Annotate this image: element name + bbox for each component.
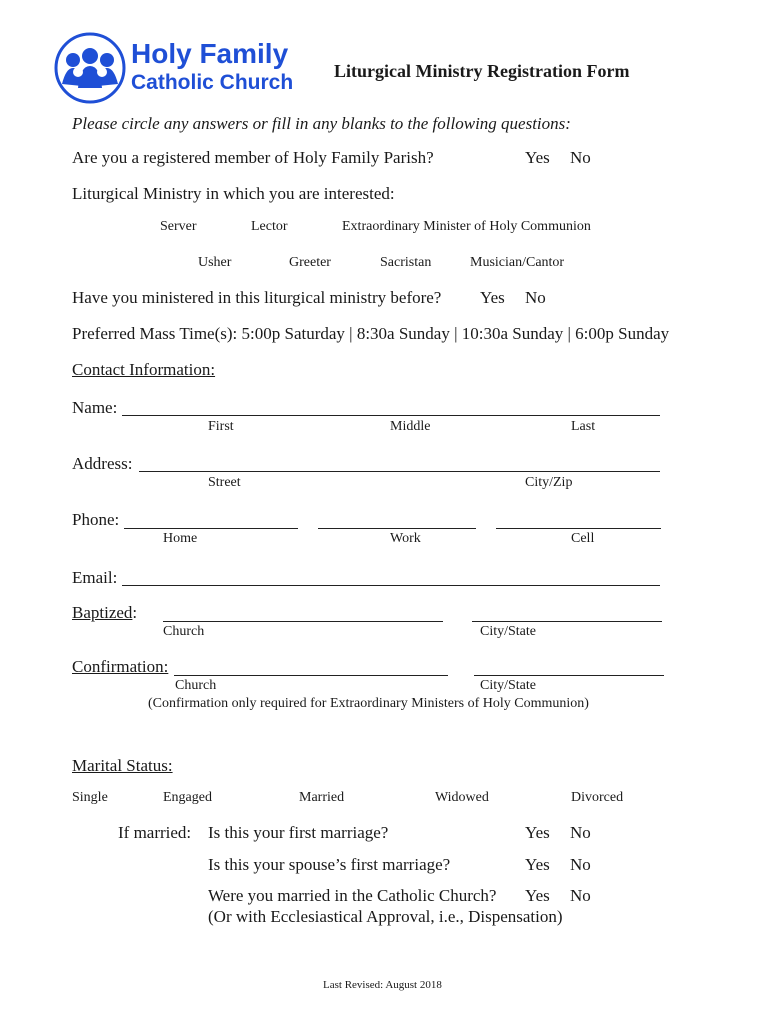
spouse-first-marriage-yes-option[interactable]: Yes <box>525 855 550 874</box>
member-question: Are you a registered member of Holy Family Parish? <box>72 148 434 167</box>
ministry-question: Liturgical Ministry in which you are interested: <box>72 184 395 203</box>
name-label: Name: <box>72 398 118 417</box>
phone-home-field[interactable] <box>124 528 298 529</box>
phone-work-field[interactable] <box>318 528 476 529</box>
first-marriage-no-option[interactable]: No <box>570 823 591 842</box>
baptized-colon: : <box>132 603 138 622</box>
dispensation-note: (Or with Ecclesiastical Approval, i.e., Dispensation) <box>208 907 563 926</box>
marital-option-single[interactable]: Single <box>72 790 108 805</box>
phone-work-caption: Work <box>390 531 421 546</box>
ministry-option-lector[interactable]: Lector <box>251 219 288 234</box>
phone-cell-caption: Cell <box>571 531 595 546</box>
spouse-first-marriage-question: Is this your spouse’s first marriage? <box>208 855 451 874</box>
name-field[interactable] <box>122 415 660 416</box>
ministry-option-usher[interactable]: Usher <box>198 255 232 270</box>
first-marriage-yes-option[interactable]: Yes <box>525 823 550 842</box>
catholic-marriage-question: Were you married in the Catholic Church? <box>208 886 497 905</box>
form-title: Liturgical Ministry Registration Form <box>334 61 630 81</box>
baptized-church-caption: Church <box>163 624 205 639</box>
ministered-question: Have you ministered in this liturgical ministry before? <box>72 288 442 307</box>
marital-option-widowed[interactable]: Widowed <box>435 790 489 805</box>
ministered-no-option[interactable]: No <box>525 288 546 307</box>
contact-heading: Contact Information: <box>72 360 216 379</box>
phone-cell-field[interactable] <box>496 528 661 529</box>
marital-option-engaged[interactable]: Engaged <box>163 790 212 805</box>
ministry-option-sacristan[interactable]: Sacristan <box>380 255 432 270</box>
member-yes-option[interactable]: Yes <box>525 148 550 167</box>
marital-option-divorced[interactable]: Divorced <box>571 790 624 805</box>
confirmation-church-field[interactable] <box>174 675 448 676</box>
name-middle-caption: Middle <box>390 419 431 434</box>
confirmation-citystate-field[interactable] <box>474 675 664 676</box>
catholic-marriage-yes-option[interactable]: Yes <box>525 886 550 905</box>
baptized-church-field[interactable] <box>163 621 443 622</box>
phone-home-caption: Home <box>163 531 198 546</box>
ministry-option-eucharistic-minister[interactable]: Extraordinary Minister of Holy Communion <box>342 219 591 234</box>
confirmation-note: (Confirmation only required for Extraordinary Ministers of Holy Communion) <box>148 696 589 711</box>
catholic-marriage-no-option[interactable]: No <box>570 886 591 905</box>
baptized-citystate-caption: City/State <box>480 624 536 639</box>
member-no-option[interactable]: No <box>570 148 591 167</box>
logo-title: Holy Family <box>131 38 289 69</box>
address-label: Address: <box>72 454 133 473</box>
marital-heading: Marital Status: <box>72 756 173 775</box>
ministered-yes-option[interactable]: Yes <box>480 288 505 307</box>
address-street-caption: Street <box>208 475 241 490</box>
first-marriage-question: Is this your first marriage? <box>208 823 389 842</box>
marital-option-married[interactable]: Married <box>299 790 345 805</box>
name-last-caption: Last <box>571 419 596 434</box>
spouse-first-marriage-no-option[interactable]: No <box>570 855 591 874</box>
confirmation-church-caption: Church <box>175 678 217 693</box>
address-field[interactable] <box>139 471 660 472</box>
name-first-caption: First <box>208 419 234 434</box>
ministry-option-greeter[interactable]: Greeter <box>289 255 331 270</box>
confirmation-label: Confirmation: <box>72 657 169 676</box>
address-cityzip-caption: City/Zip <box>525 475 573 490</box>
baptized-label-text: Baptized <box>72 603 133 622</box>
instructions: Please circle any answers or fill in any blanks to the following questions: <box>72 114 571 133</box>
baptized-citystate-field[interactable] <box>472 621 662 622</box>
baptized-label <box>72 604 137 621</box>
family-logo-icon <box>54 32 126 104</box>
confirmation-citystate-caption: City/State <box>480 678 536 693</box>
phone-label: Phone: <box>72 510 120 529</box>
last-revised-footer: Last Revised: August 2018 <box>323 979 442 991</box>
mass-time-question: Preferred Mass Time(s): 5:00p Saturday | 8:30a Sunday | 10:30a Sunday | 6:00p Sunday <box>72 324 670 343</box>
logo-subtitle: Catholic Church <box>131 71 294 94</box>
if-married-label: If married: <box>118 823 192 842</box>
ministry-option-server[interactable]: Server <box>160 219 197 234</box>
ministry-option-musician[interactable]: Musician/Cantor <box>470 255 565 270</box>
email-label: Email: <box>72 568 118 587</box>
email-field[interactable] <box>122 585 660 586</box>
